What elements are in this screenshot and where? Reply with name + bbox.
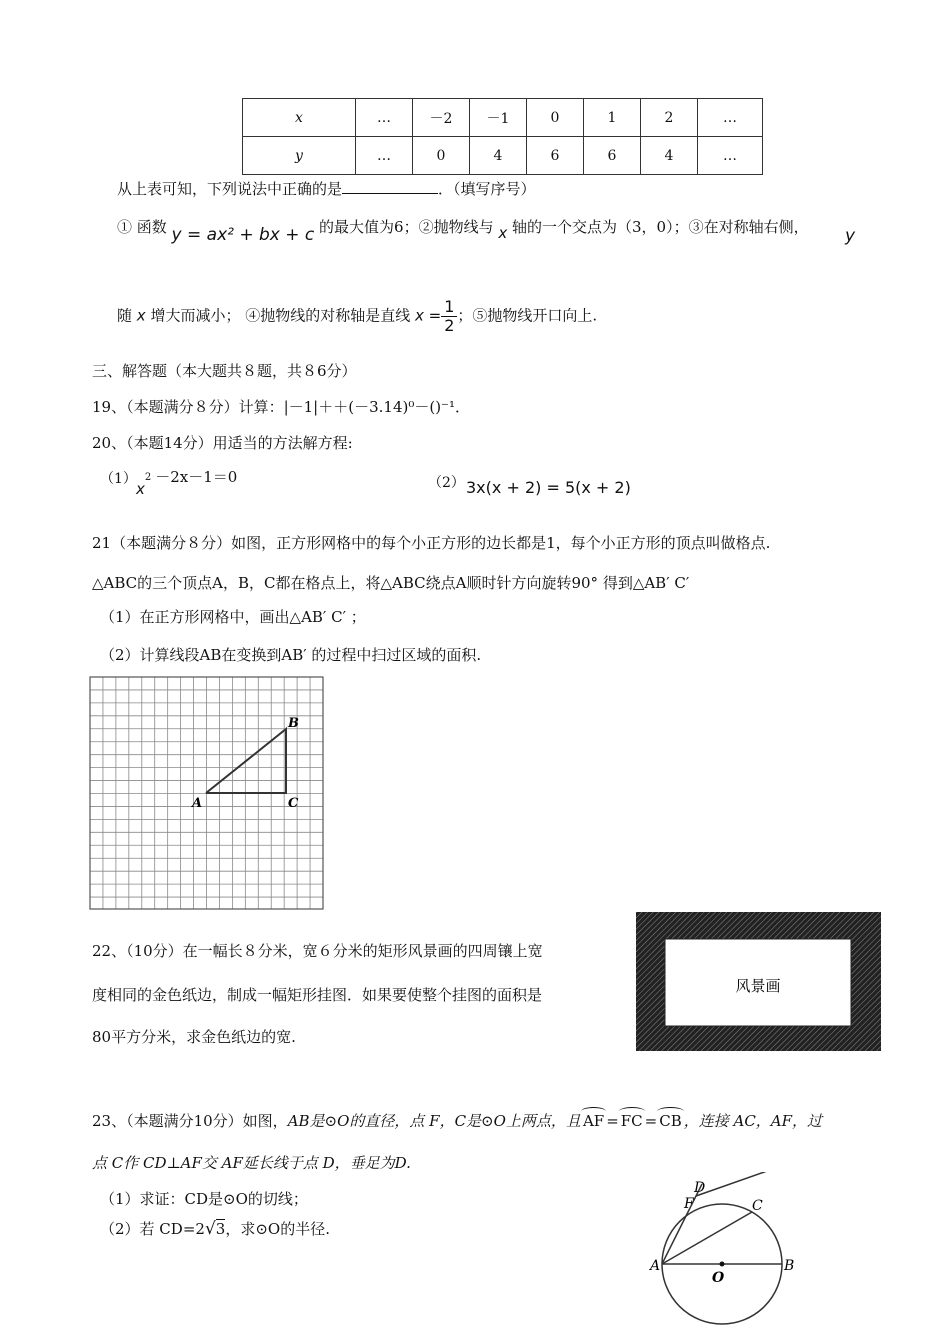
q23-line2: 点 C作 CD⊥AF交 AF延长线于点 D，垂足为D. — [92, 1154, 411, 1172]
label-c: C — [752, 1198, 763, 1214]
x-variable: x — [498, 224, 508, 242]
q18-prompt — [117, 178, 536, 199]
q18-prompt-suffix: ．（填写序号） — [438, 180, 536, 198]
radicand: 3 — [215, 1220, 226, 1238]
q23-part2-suffix: ，求⊙O的半径. — [225, 1220, 330, 1238]
q21-line2: △ABC的三个顶点A，B，C都在格点上，将△ABC绕点A顺时针方向旋转90° 得到△AB′ C′ — [92, 574, 690, 592]
table-cell: 4 — [641, 137, 698, 175]
table-head-cell: x — [243, 99, 356, 137]
question-19: 19、（本题满分８分）计算：|－1|＋＋(－3.14)⁰－()⁻¹． — [92, 398, 470, 416]
q20-part2-equation: 3x(x + 2) = 5(x + 2) — [466, 478, 631, 497]
eq-rest: －2x－1＝0 — [155, 468, 238, 486]
label-d: D — [694, 1180, 706, 1196]
table-cell: … — [356, 99, 413, 137]
answer-blank[interactable] — [342, 179, 438, 194]
table-cell: 2 — [641, 99, 698, 137]
table-cell: 4 — [470, 137, 527, 175]
table-cell: 0 — [527, 99, 584, 137]
q23-part1: （1）求证：CD是⊙O的切线； — [100, 1190, 308, 1208]
center-point — [720, 1262, 725, 1267]
option4-text: 增大而减小； ④抛物线的对称轴是直线 — [145, 306, 415, 325]
table-cell: … — [698, 99, 763, 137]
q20-part2-label: （2） — [428, 475, 465, 491]
eq-variable: x — [136, 480, 145, 498]
label-b: B — [288, 716, 299, 731]
table-cell: … — [356, 137, 413, 175]
table-cell: 0 — [413, 137, 470, 175]
square-grid-figure — [89, 676, 325, 911]
label-f: F — [684, 1196, 694, 1212]
label-c: C — [288, 796, 299, 811]
q20-part1-label: （1） — [100, 471, 137, 487]
table-row — [243, 137, 763, 175]
q21-part2: （2）计算线段AB在变换到AB′ 的过程中扫过区域的面积. — [100, 646, 482, 664]
painting-label: 风景画 — [735, 977, 781, 995]
label-a: A — [650, 1258, 661, 1274]
axis-equation: x = — [414, 306, 442, 325]
y-variable: y — [845, 226, 856, 246]
q23-part2-text: （2）若 CD=2 — [100, 1220, 205, 1238]
option1-prefix: ① 函数 — [117, 218, 172, 236]
option1-suffix: 的最大值为6；②抛物线与 — [314, 218, 499, 236]
label-a: A — [192, 796, 203, 811]
q18-options-line2 — [117, 298, 597, 335]
table-row — [243, 99, 763, 137]
table-head-cell: y — [243, 137, 356, 175]
q23-intro: 23、（本题满分10分）如图， — [92, 1112, 288, 1130]
fraction-denominator: 2 — [444, 316, 455, 335]
label-b: B — [784, 1258, 795, 1274]
arc-fc: FC — [620, 1112, 643, 1130]
option2-suffix: 轴的一个交点为（3，0）；③在对称轴右侧， — [507, 218, 809, 236]
table-cell: －2 — [413, 99, 470, 137]
circle-figure — [640, 1172, 800, 1344]
sqrt-icon: √ — [204, 1219, 216, 1239]
section-heading: 三、解答题（本大题共８题，共８6分） — [92, 362, 357, 380]
question-20-title: 20、（本题14分）用适当的方法解方程: — [92, 434, 353, 452]
q23-connect: ，连接 AC，AF，过 — [683, 1112, 823, 1130]
q21-part1: （1）在正方形网格中，画出△AB′ C′ ； — [100, 608, 366, 626]
table-cell: －1 — [470, 99, 527, 137]
fraction-numerator: 1 — [441, 298, 457, 317]
q18-options-line1 — [117, 216, 857, 245]
line2-prefix: 随 — [117, 306, 137, 325]
q22-line2: 度相同的金色纸边，制成一幅矩形挂图．如果要使整个挂图的面积是 — [92, 986, 543, 1004]
tangent-line — [696, 1172, 770, 1196]
q22-line1: 22、（10分）在一幅长８分米，宽６分米的矩形风景画的四周镶上宽 — [92, 942, 543, 960]
q23-part2 — [100, 1218, 330, 1239]
option5-text: ；⑤抛物线开口向上. — [457, 306, 598, 325]
framed-picture-figure — [636, 912, 881, 1051]
xy-table — [242, 98, 763, 175]
table-cell: 1 — [584, 99, 641, 137]
table-cell: … — [698, 137, 763, 175]
table-cell: 6 — [527, 137, 584, 175]
q18-prompt-text: 从上表可知，下列说法中正确的是 — [117, 180, 343, 198]
arc-cb: CB — [659, 1112, 682, 1130]
label-o: O — [712, 1270, 725, 1286]
fraction — [441, 298, 457, 335]
x-variable: x — [136, 306, 146, 325]
table-cell: 6 — [584, 137, 641, 175]
q21-line1: 21（本题满分８分）如图，正方形网格中的每个小正方形的边长都是1，每个小正方形的顶点叫做格点. — [92, 534, 771, 552]
triangle-abc — [206, 729, 286, 793]
q23-line1: 23、（本题满分10分）如图，AB是⊙O的直径，点 F，C是⊙O上两点，且 AF = FC = CB ，连接 AC，AF，过 — [92, 1112, 823, 1130]
eq-exponent: 2 — [144, 472, 152, 483]
q23-condition: AB是⊙O的直径，点 F，C是⊙O上两点，且 — [287, 1112, 581, 1130]
arc-af: AF — [582, 1112, 605, 1130]
function-expression: y = ax² + bx + c — [171, 225, 315, 245]
q20-part1-equation — [136, 466, 238, 498]
q22-line3: 80平方分米，求金色纸边的宽. — [92, 1028, 296, 1046]
